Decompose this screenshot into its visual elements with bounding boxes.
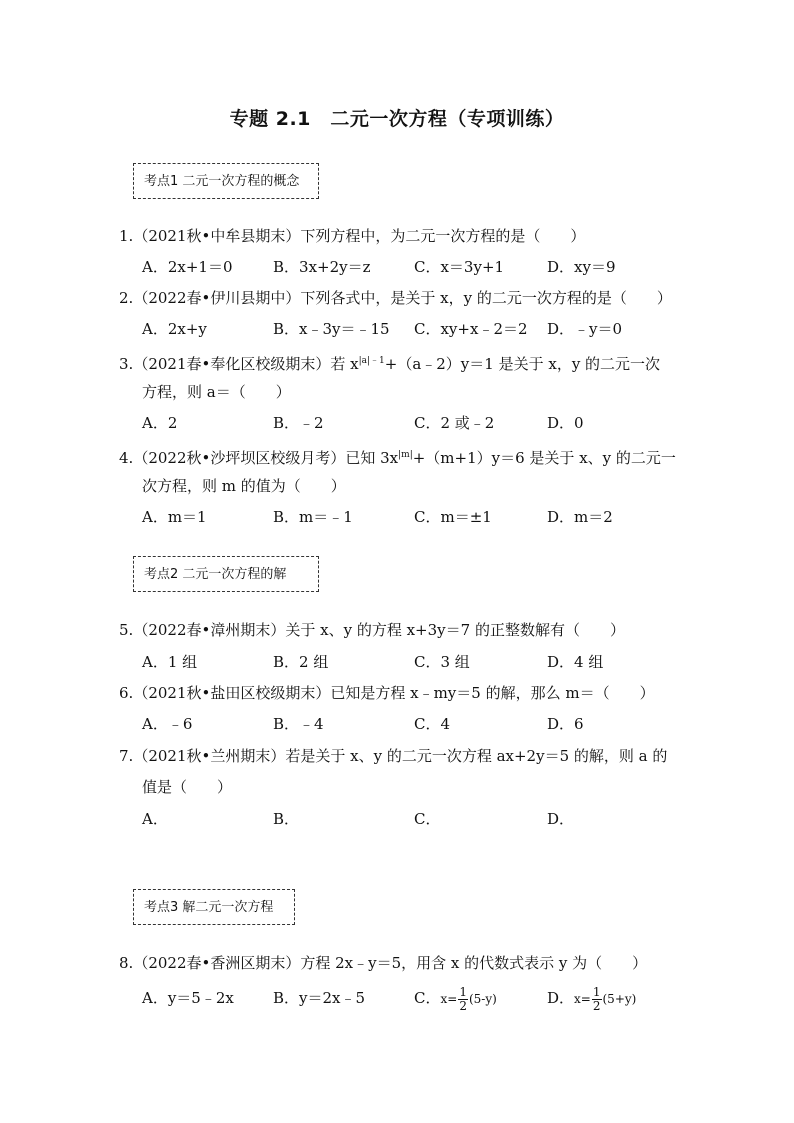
question-number: 6.: [119, 684, 134, 702]
option-d: D．6: [547, 715, 584, 733]
question-source: （2021秋•盐田区校级期末）: [133, 684, 331, 702]
fraction-denominator: 2: [592, 998, 601, 1013]
question-number: 7.: [119, 747, 134, 765]
fraction: [592, 986, 602, 1013]
question-8-options: [142, 983, 682, 1014]
option-d: D．: [547, 810, 575, 828]
question-text-line2: 方程，则 a＝（ ）: [142, 383, 291, 401]
section-label-2: 考点2 二元一次方程的解: [133, 556, 319, 592]
option-a: A．: [142, 810, 168, 828]
option-d: D．4 组: [547, 653, 604, 671]
question-4-options: [142, 502, 682, 533]
fraction-denominator: 2: [459, 998, 467, 1013]
question-8: [119, 948, 679, 979]
question-number: 5.: [119, 621, 134, 639]
question-source: （2021秋•中牟县期末）: [133, 227, 301, 245]
question-5-options: [142, 647, 682, 678]
question-5: [119, 615, 679, 646]
question-source: （2022春•香洲区期末）: [133, 954, 301, 972]
option-b: B．﹣2: [273, 414, 324, 432]
question-2: [119, 283, 679, 314]
question-text: 关于 x、y 的方程 x+3y＝7 的正整数解有（ ）: [285, 621, 625, 639]
option-b: B．: [273, 810, 300, 828]
question-2-options: [142, 314, 682, 345]
option-c: C．: [414, 810, 441, 828]
option-d: D．﹣y＝0: [547, 320, 623, 338]
option-a: A．y＝5﹣2x: [142, 989, 234, 1007]
question-7-options: [142, 804, 682, 835]
option-c: C．x＝3y+1: [414, 258, 505, 276]
question-text-pre: 已知 3x: [345, 449, 399, 467]
question-text: 下列各式中，是关于 x，y 的二元一次方程的是（ ）: [300, 289, 672, 307]
question-7: [119, 741, 679, 803]
option-c-lhs: x=: [440, 992, 458, 1006]
option-a: A．2x+y: [142, 320, 207, 338]
option-c: C．2 或﹣2: [414, 414, 495, 432]
option-d: D．m＝2: [547, 508, 613, 526]
question-3-options: [142, 408, 682, 439]
question-source: （2021春•奉化区校级期末）: [133, 355, 331, 373]
question-text-post: +（m+1）y＝6 是关于 x、y 的二元一: [412, 449, 676, 467]
option-b: B．﹣4: [273, 715, 324, 733]
option-a: A．m＝1: [142, 508, 207, 526]
question-text: 若是关于 x、y 的二元一次方程 ax+2y＝5 的解，则 a 的: [285, 747, 668, 765]
option-c: C．3 组: [414, 653, 470, 671]
question-text: 已知是方程 x﹣my＝5 的解，那么 m＝（ ）: [330, 684, 655, 702]
fraction-numerator: 1: [592, 984, 601, 999]
section-label-1: 考点1 二元一次方程的概念: [133, 163, 319, 199]
question-number: 4.: [119, 449, 134, 467]
option-c: [414, 983, 497, 1015]
option-c: C．m＝±1: [414, 508, 492, 526]
option-c: C．4: [414, 715, 451, 733]
question-source: （2022春•伊川县期中）: [133, 289, 301, 307]
option-d: D．0: [547, 414, 584, 432]
option-a: A．1 组: [142, 653, 198, 671]
question-4: [119, 440, 679, 502]
option-b: B．m＝﹣1: [273, 508, 353, 526]
question-source: （2021秋•兰州期末）: [133, 747, 286, 765]
option-c-label: C．: [414, 989, 441, 1007]
question-source: （2022秋•沙坪坝区校级月考）: [133, 449, 346, 467]
question-source: （2022春•漳州期末）: [133, 621, 286, 639]
option-b: B．x﹣3y＝﹣15: [273, 320, 390, 338]
question-3: [119, 346, 679, 408]
option-b: B．2 组: [273, 653, 329, 671]
question-number: 1.: [119, 227, 134, 245]
question-number: 3.: [119, 355, 134, 373]
option-a: A．﹣6: [142, 715, 193, 733]
option-a: A．2: [142, 414, 178, 432]
option-d-rhs: (5+y): [602, 992, 637, 1006]
question-6: [119, 678, 679, 709]
option-d-label: D．: [547, 989, 575, 1007]
question-text-pre: 若 x: [330, 355, 359, 373]
question-text: 下列方程中，为二元一次方程的是（ ）: [300, 227, 586, 245]
option-a: A．2x+1＝0: [142, 258, 233, 276]
option-d: D．xy＝9: [547, 258, 616, 276]
question-text: 方程 2x﹣y＝5，用含 x 的代数式表示 y 为（ ）: [300, 954, 648, 972]
option-b: B．3x+2y＝z: [273, 258, 371, 276]
question-6-options: [142, 709, 682, 740]
page-title: 专题 2.1 二元一次方程（专项训练）: [229, 108, 565, 130]
option-c-rhs: (5-y): [468, 992, 497, 1006]
section-label-3: 考点3 解二元一次方程: [133, 889, 295, 925]
question-number: 2.: [119, 289, 134, 307]
exponent: |a|﹣1: [358, 356, 385, 366]
question-1: [119, 221, 679, 252]
option-d: [547, 983, 636, 1015]
question-text-line2: 值是（ ）: [142, 778, 233, 796]
fraction: [458, 986, 468, 1013]
fraction-numerator: 1: [459, 984, 467, 999]
option-b: B．y＝2x﹣5: [273, 989, 366, 1007]
question-text-post: +（a﹣2）y＝1 是关于 x，y 的二元一次: [384, 355, 661, 373]
option-d-lhs: x=: [574, 992, 591, 1006]
exponent: |m|: [398, 450, 413, 460]
question-1-options: [142, 252, 682, 283]
option-c: C．xy+x﹣2＝2: [414, 320, 528, 338]
question-number: 8.: [119, 954, 134, 972]
question-text-line2: 次方程，则 m 的值为（ ）: [142, 477, 346, 495]
